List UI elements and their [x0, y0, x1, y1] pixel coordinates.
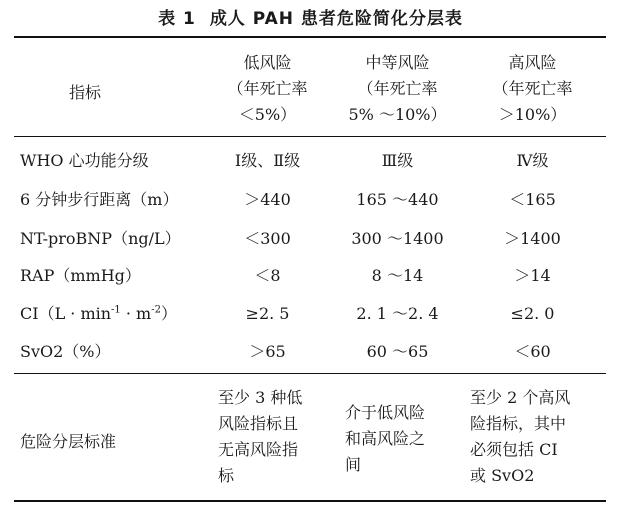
- table-title: 成人 PAH 患者危险简化分层表: [209, 9, 463, 29]
- row-who-mid: Ⅲ级: [381, 151, 414, 170]
- row-label-ntprobnp: NT-proBNP（ng/L）: [20, 229, 181, 248]
- header-high-risk: 高风险 （年死亡率 ＞10%）: [492, 53, 573, 124]
- row-who-low: Ⅰ级、Ⅱ级: [234, 151, 301, 170]
- risk-mid: 介于低风险 和高风险之 间: [345, 403, 426, 474]
- row-ci-low: ≥2. 5: [245, 304, 290, 323]
- row-ci-mid: 2. 1 ～2. 4: [356, 304, 439, 323]
- ci-label-suffix: ）: [160, 304, 177, 323]
- risk-rule: [14, 373, 606, 374]
- row-label-rap: RAP（mmHg）: [20, 266, 141, 285]
- row-label-who: WHO 心功能分级: [20, 151, 149, 170]
- ci-label-prefix: CI（L · min: [20, 304, 112, 323]
- row-ntprobnp-high: ＞1400: [504, 229, 561, 248]
- ci-label-mid: · m: [120, 304, 152, 323]
- risk-label: 危险分层标准: [20, 432, 117, 451]
- row-ntprobnp-low: ＜300: [244, 229, 291, 248]
- risk-high: 至少 2 个高风 险指标，其中 必须包括 CI 或 SvO2: [470, 388, 571, 485]
- risk-low: 至少 3 种低 风险指标且 无高风险指 标: [218, 388, 303, 485]
- bottom-rule: [14, 500, 606, 502]
- row-rap-high: ＞14: [514, 266, 551, 285]
- ci-label-sup1: -1: [111, 304, 121, 316]
- row-svo2-mid: 60 ～65: [366, 342, 429, 361]
- row-svo2-low: ＞65: [249, 342, 286, 361]
- row-who-high: Ⅳ级: [516, 151, 549, 170]
- row-6mwd-low: ＞440: [244, 190, 291, 209]
- ci-label-sup2: -2: [151, 304, 161, 316]
- row-svo2-high: ＜60: [514, 342, 551, 361]
- row-rap-low: ＜8: [254, 266, 281, 285]
- header-mid-risk: 中等风险 （年死亡率 5% ～10%）: [348, 53, 447, 124]
- table-number: 表 1: [158, 9, 196, 29]
- header-rule: [14, 136, 606, 137]
- row-6mwd-mid: 165 ～440: [356, 190, 439, 209]
- row-label-ci: [20, 301, 200, 327]
- row-6mwd-high: ＜165: [509, 190, 556, 209]
- row-label-6mwd: 6 分钟步行距离（m）: [20, 190, 179, 209]
- row-ci-high: ≤2. 0: [510, 304, 555, 323]
- row-rap-mid: 8 ～14: [371, 266, 424, 285]
- top-rule: [14, 36, 606, 38]
- header-indicator: 指标: [68, 83, 101, 102]
- row-ntprobnp-mid: 300 ～1400: [351, 229, 444, 248]
- header-low-risk: 低风险 （年死亡率 ＜5%）: [227, 53, 308, 124]
- table-caption: [0, 4, 621, 29]
- row-label-svo2: SvO2（%）: [20, 342, 111, 361]
